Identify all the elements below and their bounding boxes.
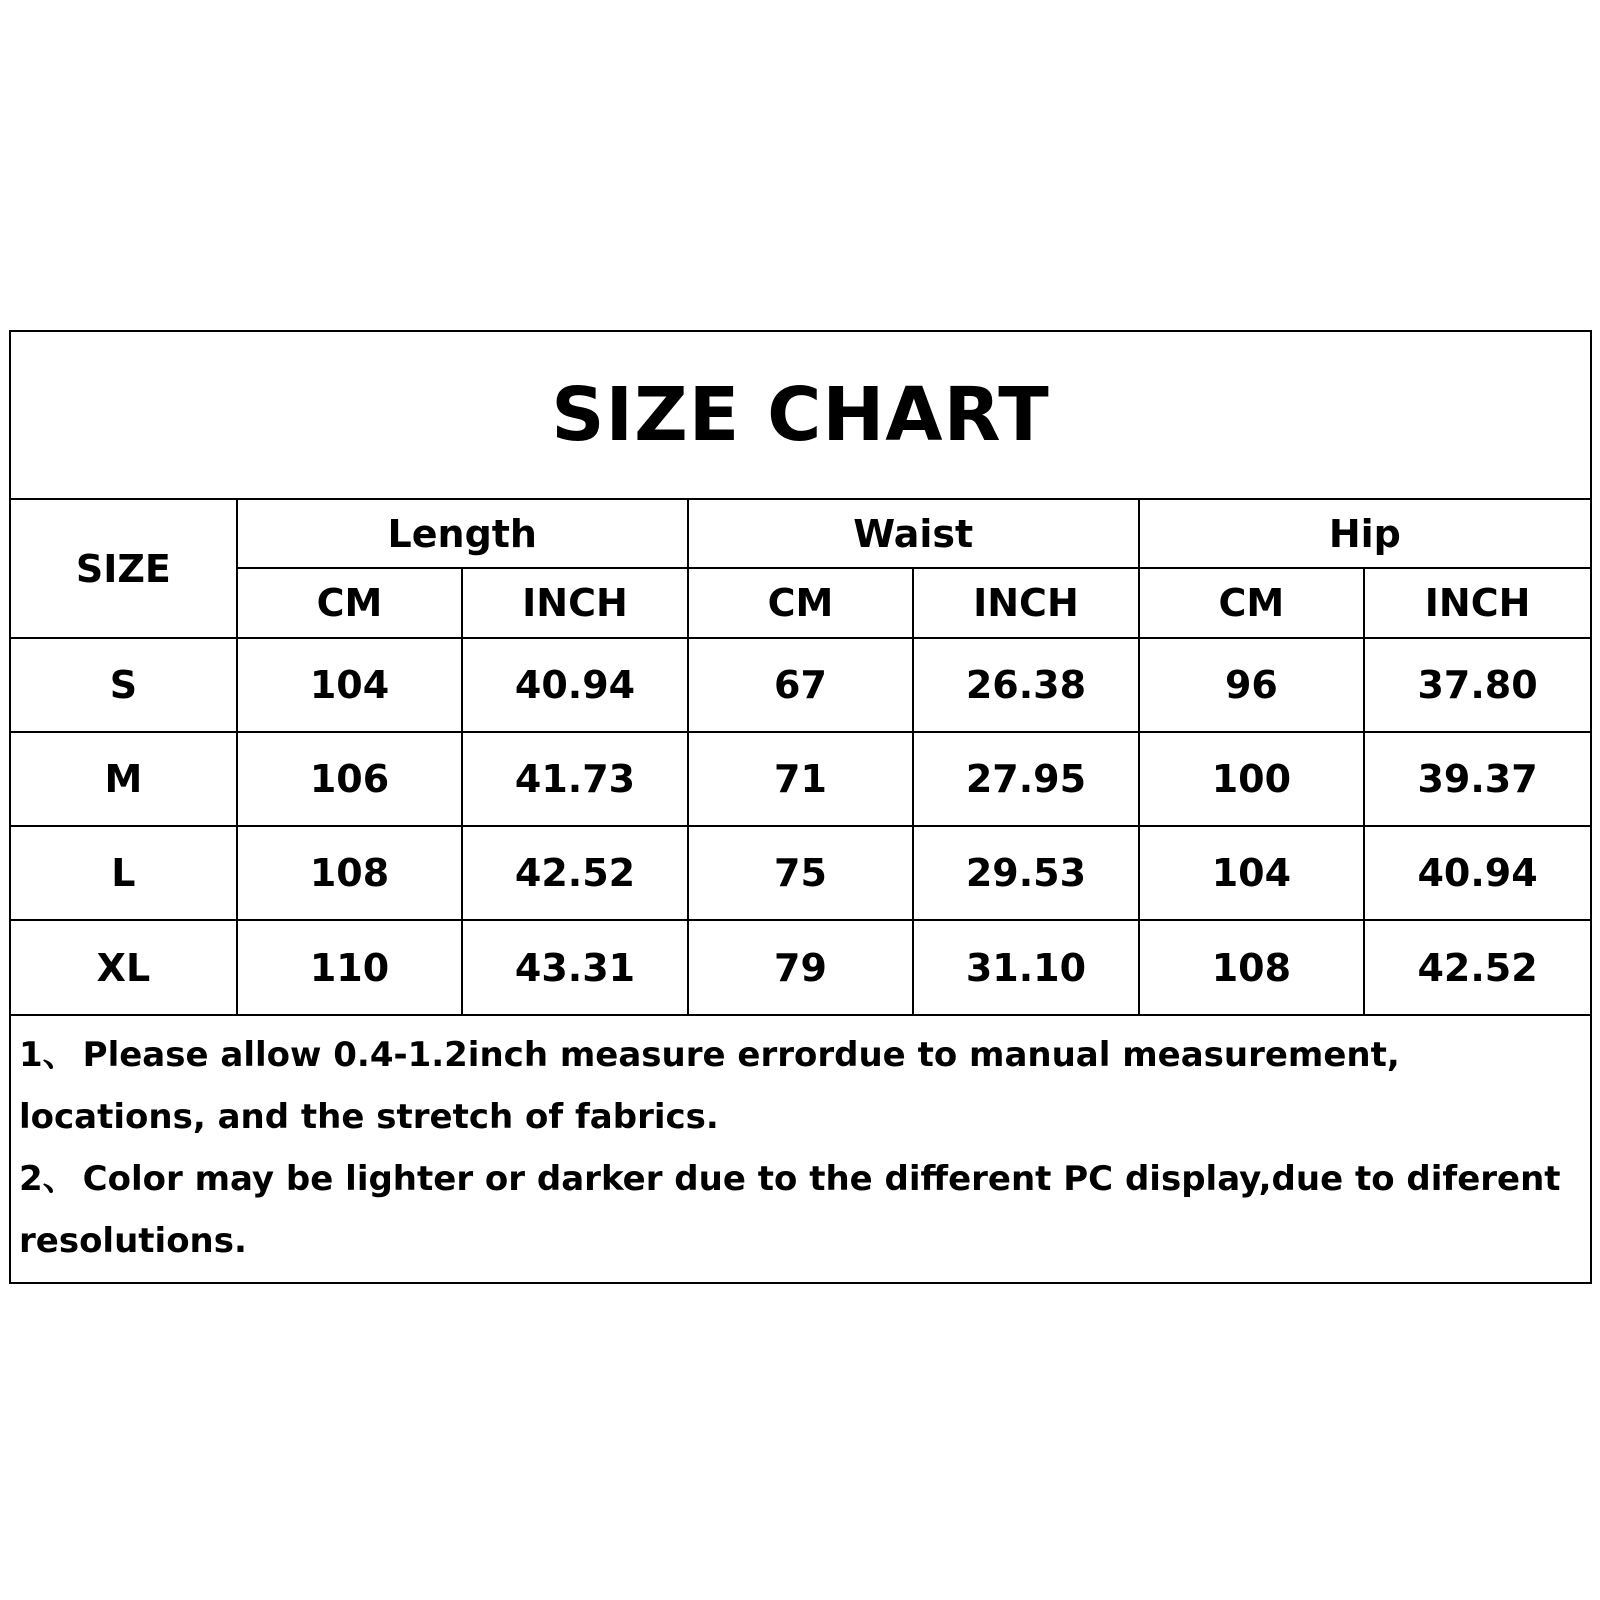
note-1 [19, 1024, 1582, 1148]
note-number: 2、 [19, 1159, 77, 1199]
table-cell: 39.37 [1364, 732, 1590, 826]
size-header: SIZE [11, 500, 237, 638]
table-cell: 79 [688, 920, 913, 1014]
table-row [11, 638, 1590, 732]
group-header-waist: Waist [688, 500, 1139, 568]
note-text: Please allow 0.4-1.2inch measure errordue to manual measurement, locations, and the stretch of fabrics. [19, 1035, 1400, 1137]
unit-header: INCH [462, 568, 687, 638]
header-group-row [11, 500, 1590, 568]
unit-header: CM [688, 568, 913, 638]
table-cell: 75 [688, 826, 913, 920]
size-chart [9, 330, 1592, 1284]
title-row [11, 332, 1590, 500]
note-text: Color may be lighter or darker due to the different PC display,due to diferent resolutions. [19, 1159, 1561, 1261]
table-cell: 41.73 [462, 732, 687, 826]
table-cell: 26.38 [913, 638, 1138, 732]
table-cell: 106 [237, 732, 462, 826]
table-cell: 27.95 [913, 732, 1138, 826]
unit-header: INCH [1364, 568, 1590, 638]
table-cell: 67 [688, 638, 913, 732]
unit-header: CM [1139, 568, 1364, 638]
size-table [11, 500, 1590, 1014]
table-cell: 110 [237, 920, 462, 1014]
table-cell: 40.94 [1364, 826, 1590, 920]
note-2 [19, 1148, 1582, 1272]
table-cell: 104 [1139, 826, 1364, 920]
note-number: 1、 [19, 1035, 77, 1075]
table-cell: 42.52 [1364, 920, 1590, 1014]
table-row [11, 826, 1590, 920]
size-label: M [11, 732, 237, 826]
table-row [11, 732, 1590, 826]
table-cell: 40.94 [462, 638, 687, 732]
table-cell: 42.52 [462, 826, 687, 920]
table-cell: 71 [688, 732, 913, 826]
size-label: S [11, 638, 237, 732]
group-header-hip: Hip [1139, 500, 1590, 568]
unit-header: INCH [913, 568, 1138, 638]
notes-section [11, 1014, 1590, 1282]
table-cell: 104 [237, 638, 462, 732]
page-title: SIZE CHART [551, 372, 1050, 458]
table-cell: 108 [1139, 920, 1364, 1014]
header-unit-row [11, 568, 1590, 638]
table-cell: 43.31 [462, 920, 687, 1014]
table-cell: 31.10 [913, 920, 1138, 1014]
table-cell: 100 [1139, 732, 1364, 826]
group-header-length: Length [237, 500, 688, 568]
size-label: L [11, 826, 237, 920]
table-cell: 29.53 [913, 826, 1138, 920]
table-row [11, 920, 1590, 1014]
table-cell: 96 [1139, 638, 1364, 732]
table-cell: 108 [237, 826, 462, 920]
table-cell: 37.80 [1364, 638, 1590, 732]
size-label: XL [11, 920, 237, 1014]
unit-header: CM [237, 568, 462, 638]
